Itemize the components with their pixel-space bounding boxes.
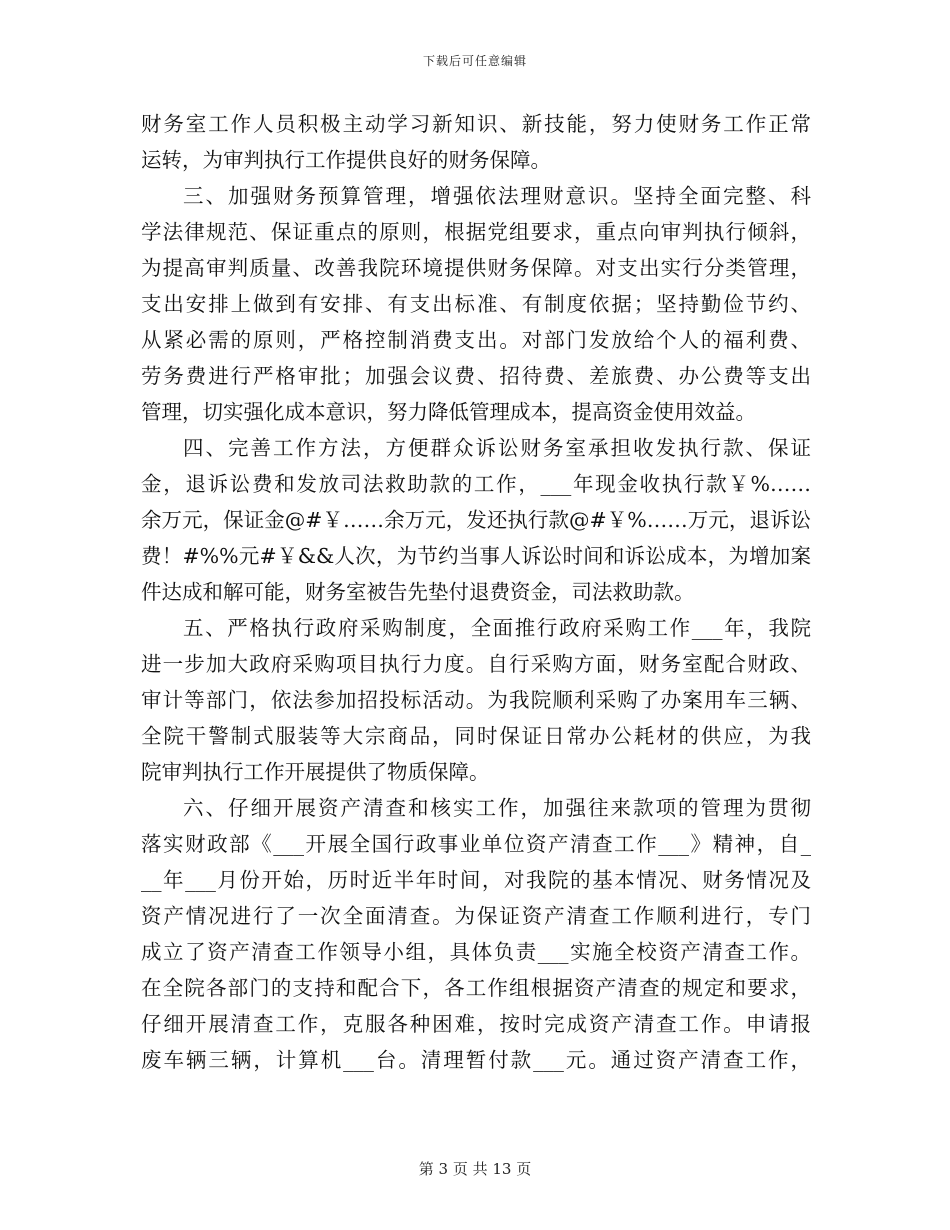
text-line: 运转，为审判执行工作提供良好的财务保障。 [141,148,551,172]
text-line: 件达成和解可能，财务室被告先垫付退费资金，司法救助款。 [141,580,695,604]
text-line: 费！#%%元#￥&&人次，为节约当事人诉讼时间和诉讼成本，为增加案 [141,544,811,568]
text-line: 支出安排上做到有安排、有支出标准、有制度依据；坚持勤俭节约、 [141,292,811,316]
text-line: 成立了资产清查工作领导小组，具体负责___实施全校资产清查工作。 [141,940,811,964]
text-line: 落实财政部《___开展全国行政事业单位资产清查工作___》精神，自_ [141,832,811,856]
page-header: 下载后可任意编辑 [422,54,527,68]
text-line: 废车辆三辆，计算机___台。清理暂付款___元。通过资产清查工作， [141,1048,811,1072]
page-footer: 第 3 页 共 13 页 [418,1160,532,1178]
text-line: 学法律规范、保证重点的原则，根据党组要求，重点向审判执行倾斜， [141,220,811,244]
text-line: 资产情况进行了一次全面清查。为保证资产清查工作顺利进行，专门 [141,904,811,928]
text-line: 为提高审判质量、改善我院环境提供财务保障。对支出实行分类管理， [141,256,811,280]
text-line: 管理，切实强化成本意识，努力降低管理成本，提高资金使用效益。 [141,400,756,424]
text-line: __年___月份开始，历时近半年时间，对我院的基本情况、财务情况及 [141,868,811,892]
text-line: 审计等部门，依法参加招投标活动。为我院顺利采购了办案用车三辆、 [141,688,811,712]
paragraph-start-line: 三、加强财务预算管理，增强依法理财意识。坚持全面完整、科 [183,184,811,208]
paragraph-start-line: 五、严格执行政府采购制度，全面推行政府采购工作___年，我院 [183,616,811,640]
text-line: 财务室工作人员积极主动学习新知识、新技能，努力使财务工作正常 [141,112,811,136]
text-line: 在全院各部门的支持和配合下，各工作组根据资产清查的规定和要求， [141,976,811,1000]
text-line: 金，退诉讼费和发放司法救助款的工作，___年现金收执行款￥%…… [141,472,811,496]
paragraph-start-line: 六、仔细开展资产清查和核实工作，加强往来款项的管理为贯彻 [183,796,811,820]
text-line: 从紧必需的原则，严格控制消费支出。对部门发放给个人的福利费、 [141,328,811,352]
text-line: 余万元，保证金@#￥……余万元，发还执行款@#￥%……万元，退诉讼 [141,508,811,532]
paragraph-start-line: 四、完善工作方法，方便群众诉讼财务室承担收发执行款、保证 [183,436,811,460]
text-line: 劳务费进行严格审批；加强会议费、招待费、差旅费、办公费等支出 [141,364,811,388]
text-line: 仔细开展清查工作，克服各种困难，按时完成资产清查工作。申请报 [141,1012,811,1036]
document-body [141,106,811,1078]
text-line: 进一步加大政府采购项目执行力度。自行采购方面，财务室配合财政、 [141,652,811,676]
text-line: 全院干警制式服装等大宗商品，同时保证日常办公耗材的供应，为我 [141,724,811,748]
text-line: 院审判执行工作开展提供了物质保障。 [141,760,490,784]
